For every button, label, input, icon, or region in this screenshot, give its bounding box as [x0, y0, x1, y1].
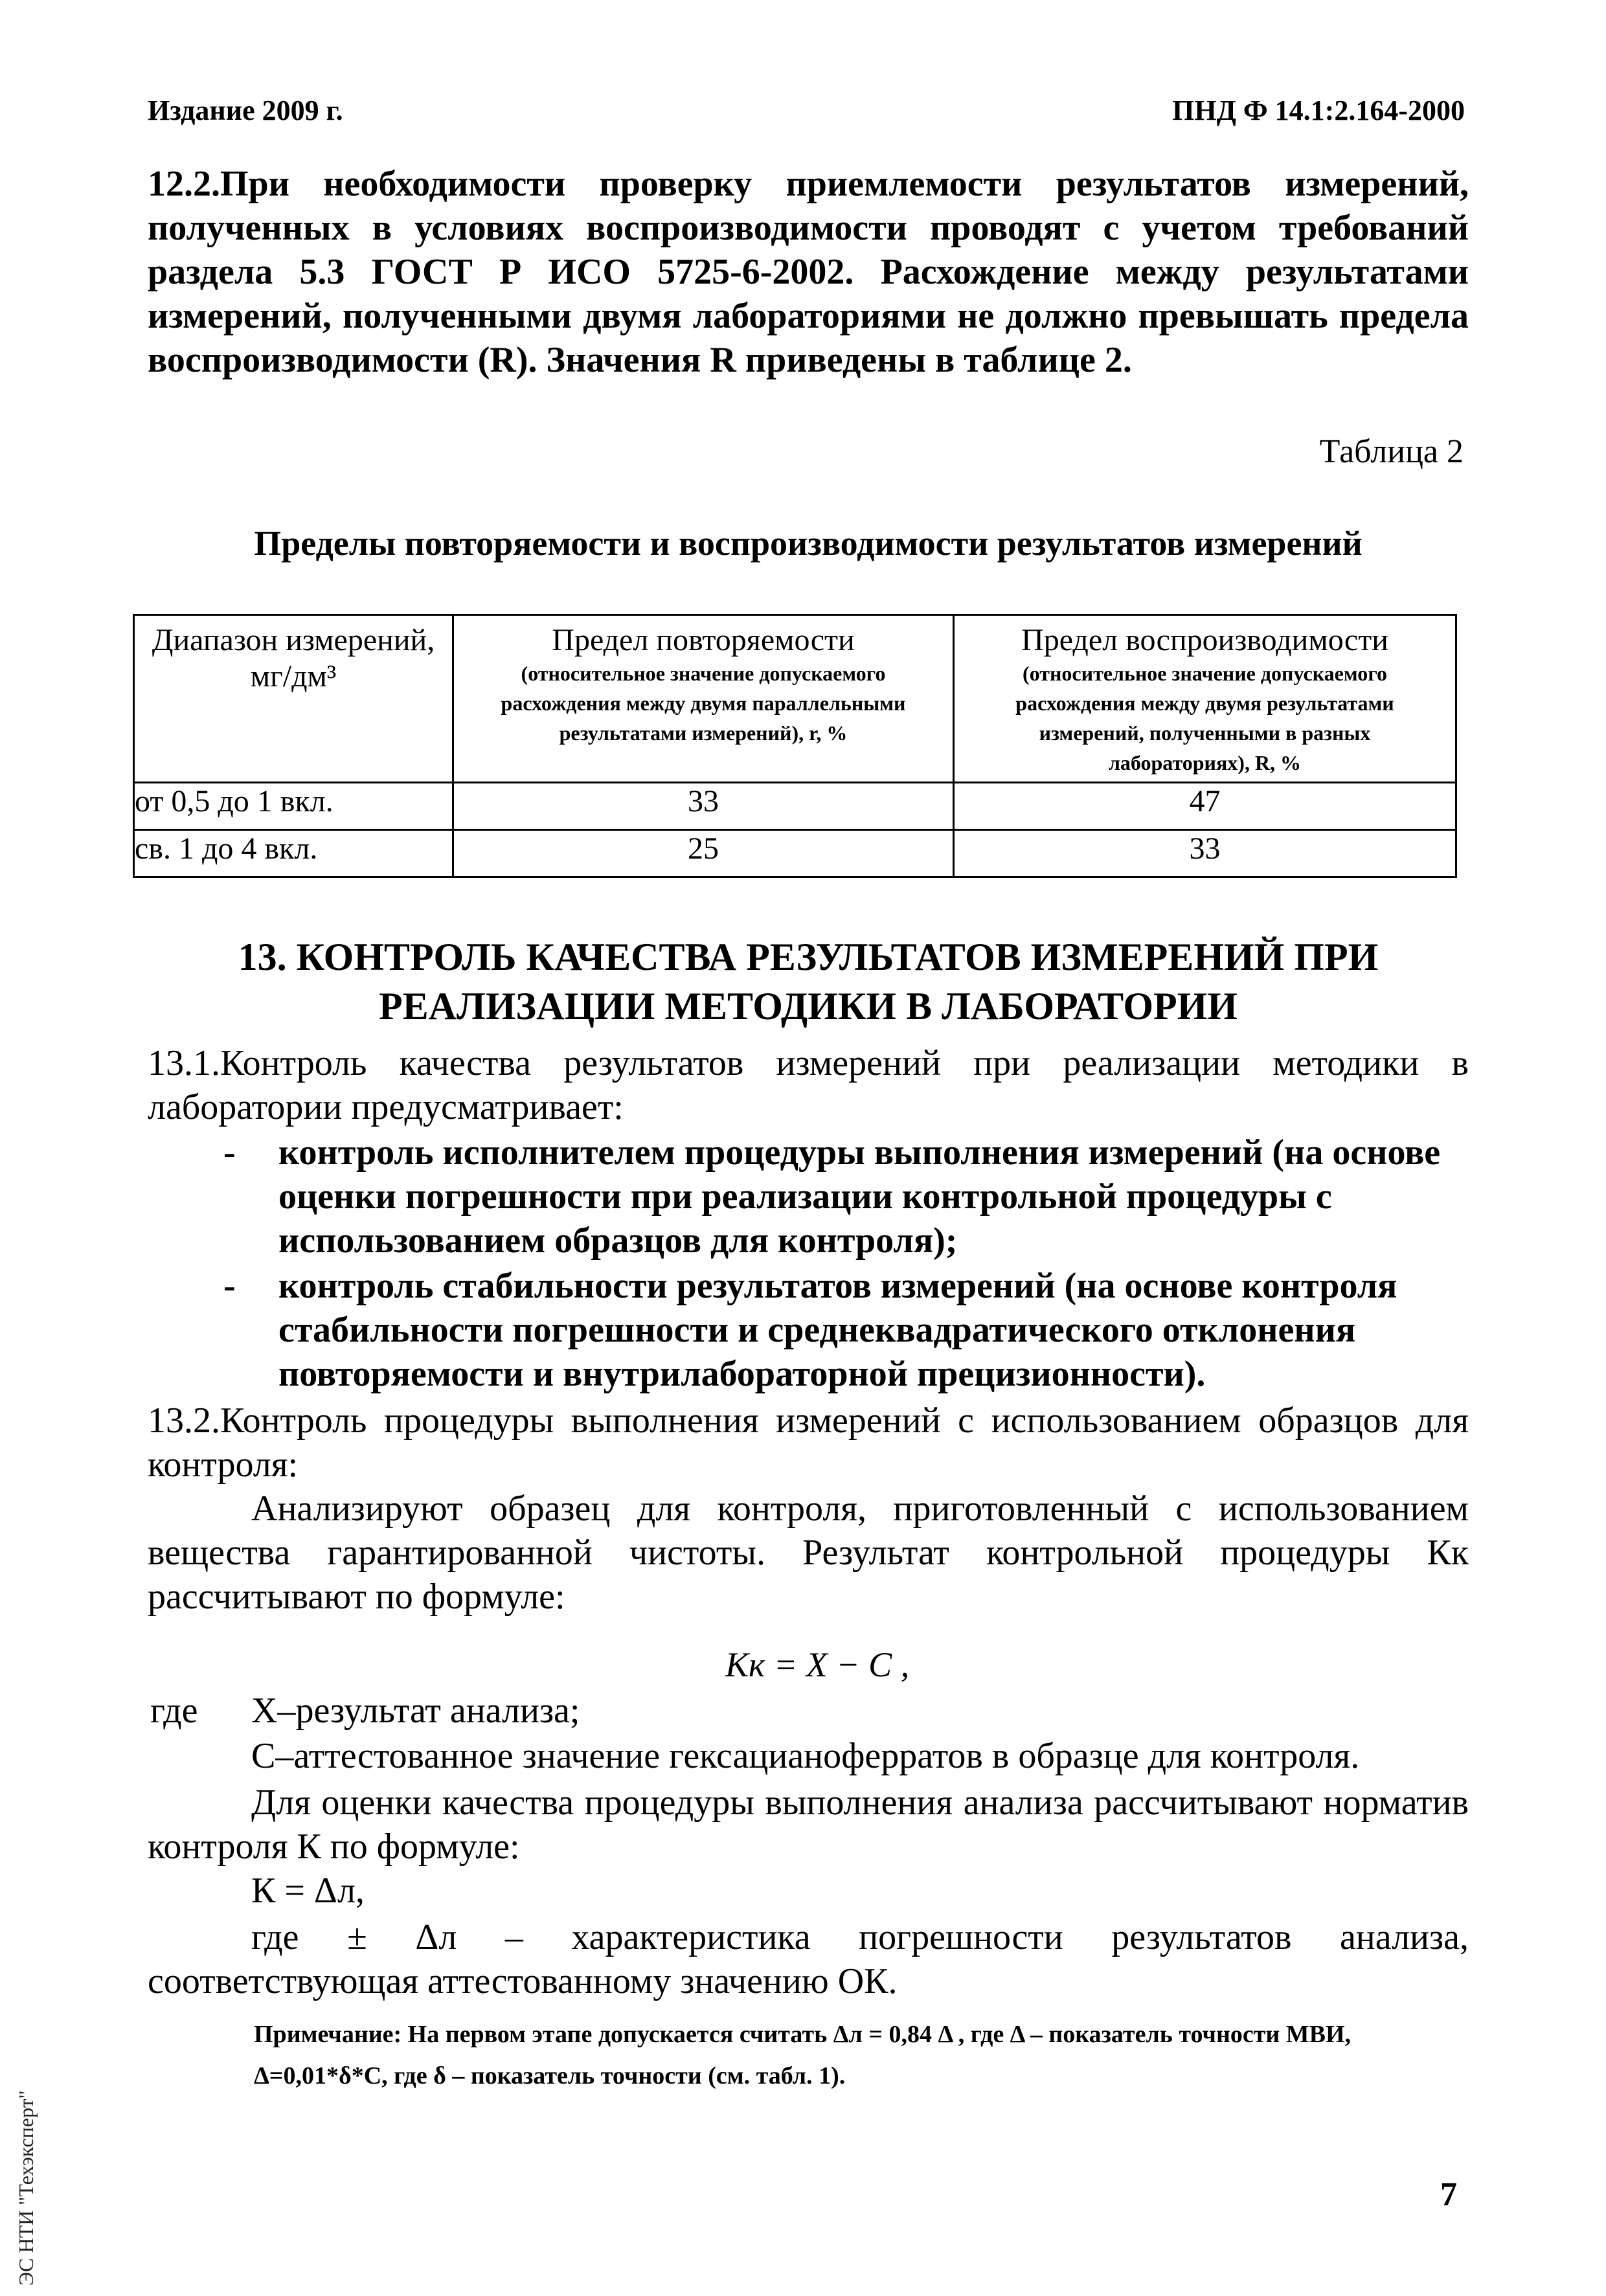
- edition-label: Издание 2009 г.: [148, 95, 343, 126]
- range-cell: от 0,5 до 1 вкл.: [134, 783, 453, 830]
- header-cell-range: [134, 615, 453, 783]
- paragraph-12-2: 12.2.При необходимости проверку приемлемости результатов измерений, полученных в условиях воспроизводимости проводят с учетом требований раздела 5.3 ГОСТ Р ИСО 5725-6-2002. Расхождение между результатами измерений, полученными двумя лабораториями не должно превышать предела воспроизводимости (R). Значения R приведены в таблице 2.: [148, 164, 1469, 380]
- header-range-label: Диапазон измерений, мг/дм³: [152, 623, 435, 693]
- table-row: [134, 783, 1456, 830]
- paragraph-norm: Для оценки качества процедуры выполнения анализа рассчитывают норматив контроля К по формуле:: [148, 1783, 1469, 1867]
- repeatability-cell: 33: [453, 783, 954, 830]
- where-label: где: [150, 1691, 198, 1731]
- header-repeatability-note: (относительное значение допускаемого расхождения между двумя параллельными результатами измерений), r, %: [501, 662, 906, 745]
- bullet-dash: -: [223, 1132, 236, 1173]
- side-stamp: [14, 1949, 53, 2286]
- side-stamp-text: ЭС НТИ "Техэксперт": [14, 2090, 38, 2286]
- table-row: [134, 830, 1456, 877]
- page-number: 7: [1440, 2176, 1457, 2213]
- header-cell-repeatability: [453, 615, 954, 783]
- bullet-dash: -: [223, 1266, 236, 1306]
- paragraph-13-2: 13.2.Контроль процедуры выполнения измерений с использованием образцов для контроля:: [148, 1401, 1469, 1485]
- section-13-title: [148, 932, 1469, 1031]
- table-title: Пределы повторяемости и воспроизводимости результатов измерений: [254, 524, 1363, 563]
- section-13-title-line-1: 13. КОНТРОЛЬ КАЧЕСТВА РЕЗУЛЬТАТОВ ИЗМЕРЕНИЙ ПРИ: [238, 936, 1379, 978]
- limits-table: [133, 614, 1457, 878]
- section-13-title-line-2: РЕАЛИЗАЦИИ МЕТОДИКИ В ЛАБОРАТОРИИ: [379, 985, 1238, 1028]
- header-reproducibility-label: Предел воспроизводимости: [1021, 623, 1388, 657]
- where-c-definition: C–аттестованное значение гексацианоферратов в образце для контроля.: [251, 1736, 1360, 1776]
- header-cell-reproducibility: [954, 615, 1456, 783]
- note-paragraph: Примечание: На первом этапе допускается считать Δл = 0,84 Δ , где Δ – показатель точности МВИ, Δ=0,01*δ*С, где δ – показатель точности (см. табл. 1).: [254, 2021, 1352, 2089]
- delta-definition: где ± Δл – характеристика погрешности результатов анализа, соответствующая аттестованному значению ОК.: [148, 1917, 1469, 2001]
- paragraph-analyze: Анализируют образец для контроля, приготовленный с использованием вещества гарантированной чистоты. Результат контрольной процедуры Кк рассчитывают по формуле:: [148, 1489, 1469, 1617]
- header-reproducibility-note: (относительное значение допускаемого расхождения между двумя результатами измерений, полученными в разных лабораториях), R, %: [1015, 662, 1394, 774]
- header-repeatability-label: Предел повторяемости: [552, 623, 855, 657]
- table-header-row: [134, 615, 1456, 783]
- formula-k: К = Δл,: [251, 1871, 365, 1911]
- formula-kk: Kк = X − C ,: [725, 1645, 910, 1684]
- reproducibility-cell: 33: [954, 830, 1456, 877]
- range-cell: св. 1 до 4 вкл.: [134, 830, 453, 877]
- document-code: ПНД Ф 14.1:2.164-2000: [1172, 95, 1465, 126]
- where-x-definition: X–результат анализа;: [251, 1691, 580, 1731]
- reproducibility-cell: 47: [954, 783, 1456, 830]
- table-label: Таблица 2: [1319, 433, 1464, 470]
- paragraph-13-1: 13.1.Контроль качества результатов измерений при реализации методики в лаборатории предусматривает:: [148, 1043, 1469, 1127]
- repeatability-cell: 25: [453, 830, 954, 877]
- bullet-item-1: контроль исполнителем процедуры выполнения измерений (на основе оценки погрешности при реализации контрольной процедуры с использованием образцов для контроля);: [278, 1132, 1441, 1261]
- bullet-item-2: контроль стабильности результатов измерений (на основе контроля стабильности погрешности и среднеквадратического отклонения повторяемости и внутрилабораторной прецизионности).: [278, 1266, 1397, 1394]
